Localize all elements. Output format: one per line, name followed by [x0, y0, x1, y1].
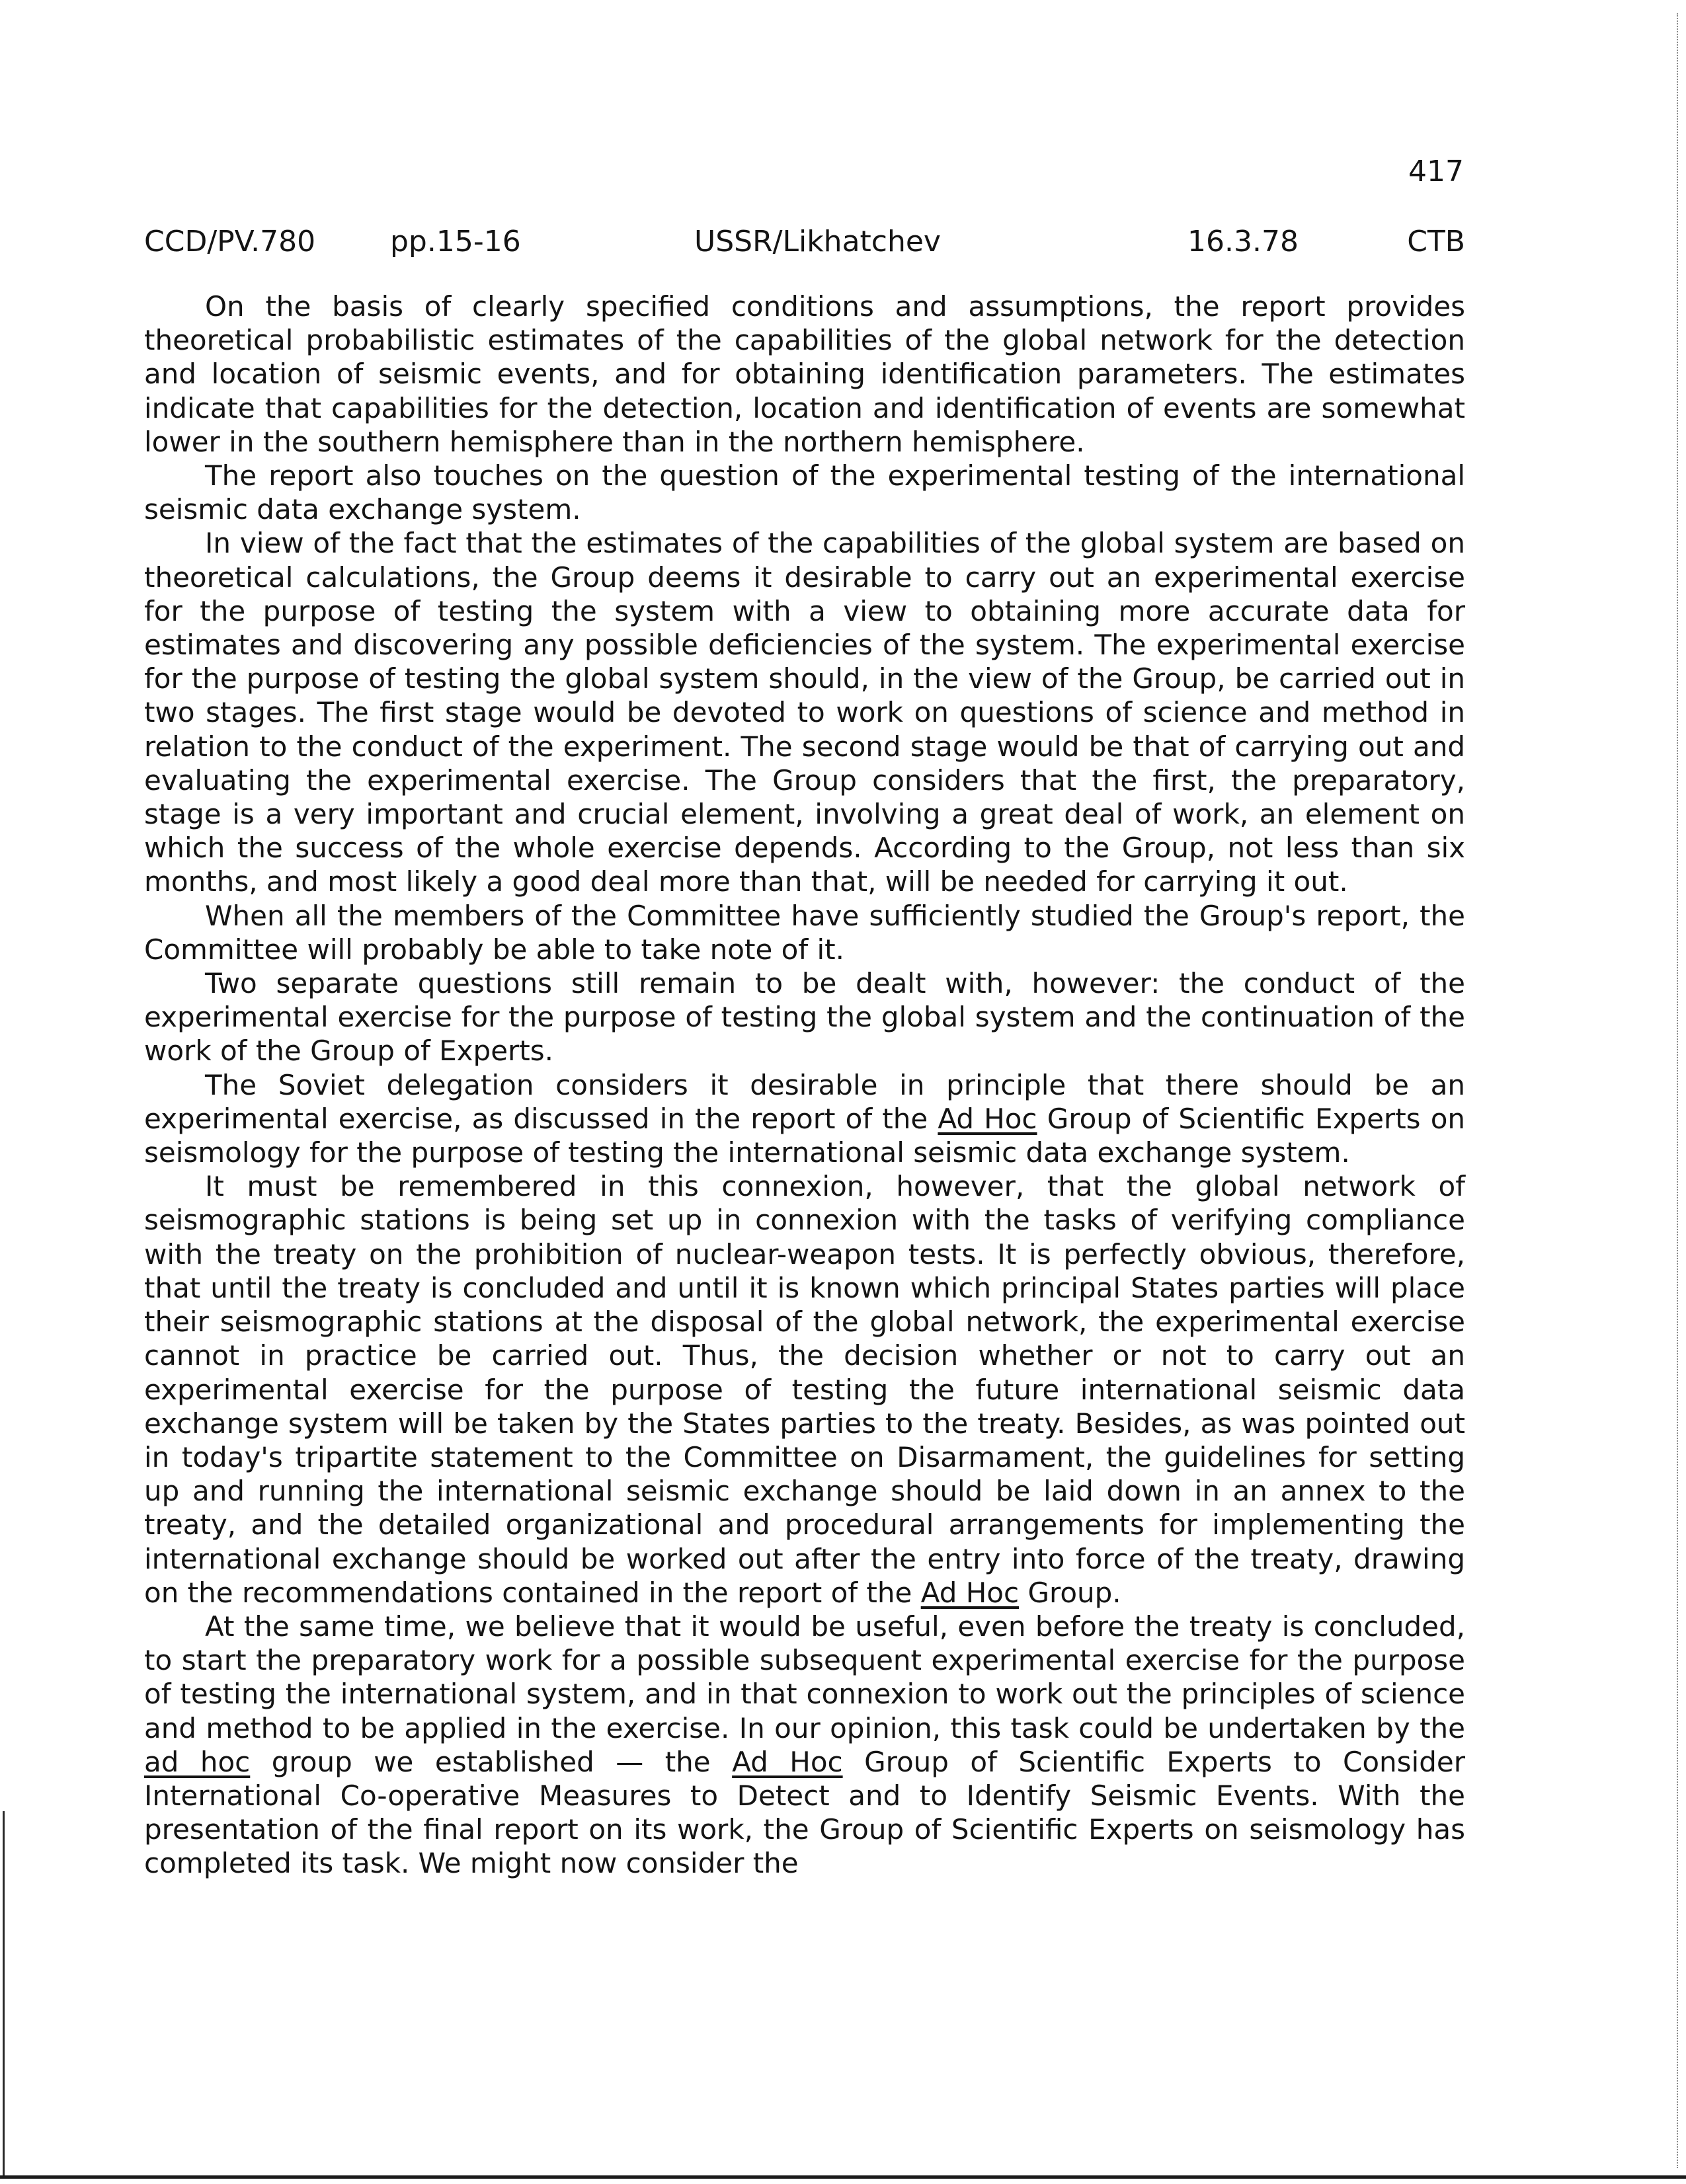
ad-hoc-underlined: Ad Hoc	[938, 1102, 1037, 1135]
page-number: 417	[1408, 155, 1464, 188]
paragraph-2: The report also touches on the question of the experimental testing of the international seismic data exchange system.	[144, 459, 1465, 526]
paragraph-5: Two separate questions still remain to be dealt with, however: the conduct of the experimental exercise for the purpose of testing the global system and the continuation of the work of the Group of Experts.	[144, 967, 1465, 1068]
paragraph-8-text-b: group we established — the	[271, 1745, 711, 1778]
scan-bottom-border	[0, 2175, 1686, 2179]
paragraph-7-text-b: Group.	[1027, 1576, 1121, 1609]
page-range: pp.15-16	[390, 225, 521, 258]
paragraph-7-text-a: It must be remembered in this connexion, however, that the global network of seismographic stations is being set up in connexion with the tasks of verifying compliance with the treaty on the prohibition of nuclear-weapon tests. It is perfectly obvious, therefore, that until the treaty is concluded and until it is known which principal States parties will place their seismographic stations at the disposal of the global network, the experimental exercise cannot in practice be carried out. Thus, the decision whether or not to carry out an experimental exercise for the purpose of testing the future international seismic data exchange system will be taken by the States parties to the treaty. Besides, as was pointed out in today's tripartite statement to the Committee on Disarmament, the guidelines for setting up and running the international seismic exchange should be laid down in an annex to the treaty, and the detailed organizational and procedural arrangements for implementing the international exchange should be worked out after the entry into force of the treaty, drawing on the recommendations contained in the report of the	[144, 1170, 1465, 1609]
paragraph-3: In view of the fact that the estimates of the capabilities of the global system are based on theoretical calculations, the Group deems it desirable to carry out an experimental exercise for the purpose of testing the system with a view to obtaining more accurate data for estimates and discovering any possible deficiencies of the system. The experimental exercise for the purpose of testing the global system should, in the view of the Group, be carried out in two stages. The first stage would be devoted to work on questions of science and method in relation to the conduct of the experiment. The second stage would be that of carrying out and evaluating the experimental exercise. The Group considers that the first, the preparatory, stage is a very important and crucial element, involving a great deal of work, an element on which the success of the whole exercise depends. According to the Group, not less than six months, and most likely a good deal more than that, will be needed for carrying it out.	[144, 527, 1465, 898]
ad-hoc-underlined: ad hoc	[144, 1745, 251, 1778]
ad-hoc-underlined: Ad Hoc	[732, 1745, 843, 1778]
document-reference: CCD/PV.780	[144, 225, 316, 258]
paragraph-6	[144, 1068, 1465, 1170]
ad-hoc-underlined: Ad Hoc	[920, 1576, 1020, 1609]
document-date: 16.3.78	[1187, 225, 1299, 258]
paragraph-4: When all the members of the Committee have sufficiently studied the Group's report, the Committee will probably be able to take note of it.	[144, 899, 1465, 966]
speaker: USSR/Likhatchev	[694, 225, 941, 258]
document-header	[144, 225, 1465, 264]
scan-right-edge	[1675, 13, 1678, 2168]
paragraph-7	[144, 1169, 1465, 1610]
paragraph-6-text-b: Group of Scientific Experts on seismology for the purpose of testing the international seismic data exchange system.	[144, 1102, 1466, 1169]
paragraph-8	[144, 1610, 1465, 1881]
document-body	[144, 290, 1465, 1881]
paragraph-8-text-a: At the same time, we believe that it would be useful, even before the treaty is concluded, to start the preparatory work for a possible subsequent experimental exercise for the purpose of testing the international system, and in that connexion to work out the principles of science and method to be applied in the exercise. In our opinion, this task could be undertaken by the	[144, 1610, 1465, 1744]
topic-code: CTB	[1407, 225, 1465, 258]
paragraph-1: On the basis of clearly specified conditions and assumptions, the report provides theoretical probabilistic estimates of the capabilities of the global network for the detection and location of seismic events, and for obtaining identification parameters. The estimates indicate that capabilities for the detection, location and identification of events are somewhat lower in the southern hemisphere than in the northern hemisphere.	[144, 290, 1465, 458]
paragraph-6-text-a: The Soviet delegation considers it desirable in principle that there should be an experimental exercise, as discussed in the report of the	[144, 1068, 1465, 1135]
paragraph-8-text-c: Group of Scientific Experts to Consider International Co-operative Measures to Detect and to Identify Seismic Events. With the presentation of the final report on its work, the Group of Scientific Experts on seismology has completed its task. We might now consider the	[144, 1745, 1465, 1880]
scan-left-border	[3, 1811, 5, 2176]
